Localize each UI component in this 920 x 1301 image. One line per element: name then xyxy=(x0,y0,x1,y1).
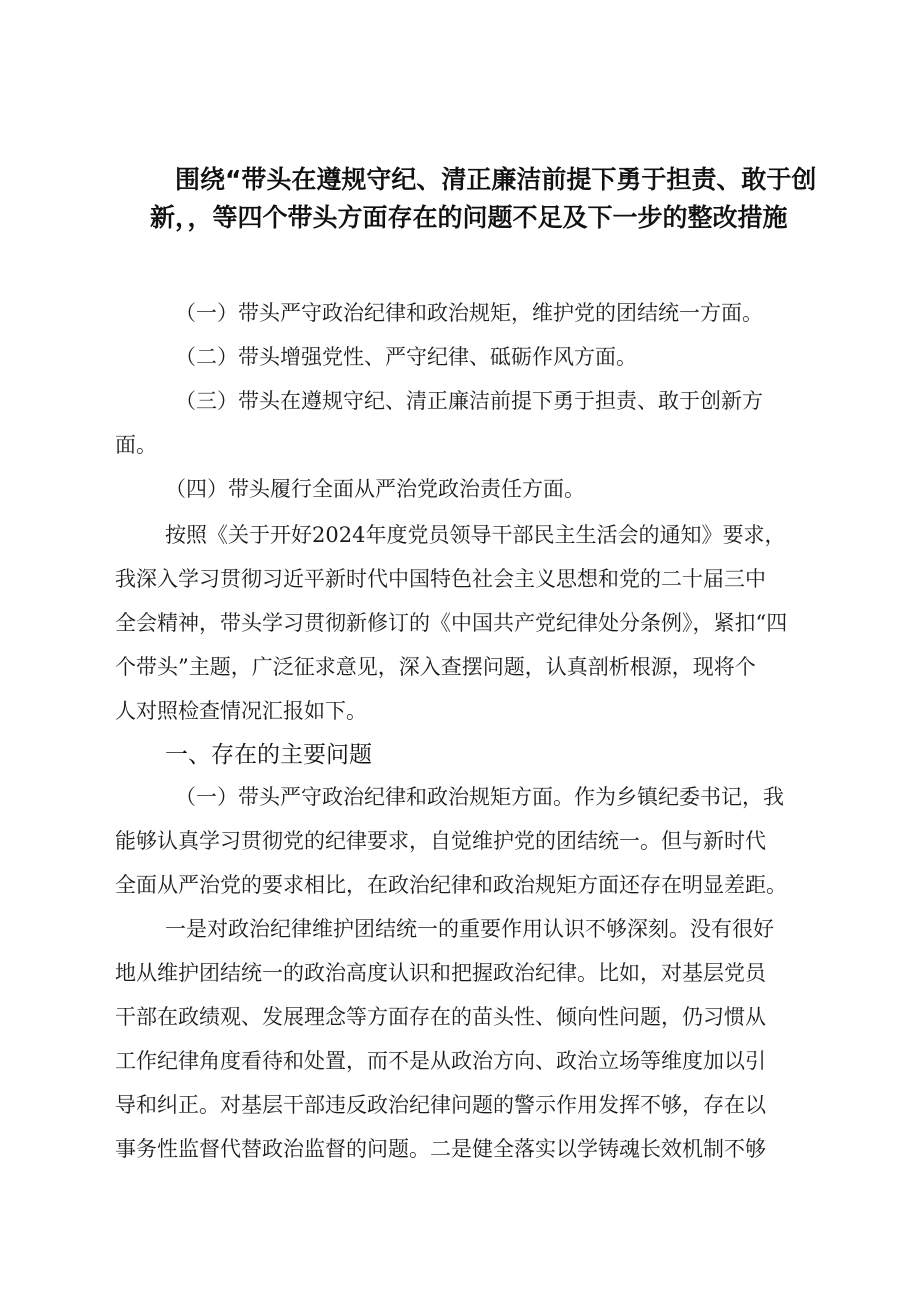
section-para1-line-2: 能够认真学习贯彻党的纪律要求，自觉维护党的团结统一。但与新时代 xyxy=(115,829,766,853)
section-para2-line-4: 工作纪律角度看待和处置，而不是从政治方向、政治立场等维度加以引 xyxy=(115,1049,766,1073)
outline-item-1: （一）带头严守政治纪律和政治规矩，维护党的团结统一方面。 xyxy=(175,301,763,325)
outline-item-4: （四）带头履行全面从严治党政治责任方面。 xyxy=(165,477,585,501)
intro-line-5: 人对照检查情况汇报如下。 xyxy=(115,699,367,723)
section-para2-line-1: 一是对政治纪律维护团结统一的重要作用认识不够深刻。没有很好 xyxy=(165,917,774,941)
section-para2-line-5: 导和纠正。对基层干部违反政治纪律问题的警示作用发挥不够，存在以 xyxy=(115,1093,766,1117)
section-para1-line-3: 全面从严治党的要求相比，在政治纪律和政治规矩方面还存在明显差距。 xyxy=(115,873,787,897)
outline-item-3: （三）带头在遵规守纪、清正廉洁前提下勇于担责、敢于创新方 xyxy=(175,389,763,413)
section-para1-line-1: （一）带头严守政治纪律和政治规矩方面。作为乡镇纪委书记，我 xyxy=(175,785,784,809)
document-title-line-2: 新，，等四个带头方面存在的问题不足及下一步的整改措施 xyxy=(150,203,788,232)
intro-line-3: 全会精神，带头学习贯彻新修订的《中国共产党纪律处分条例》，紧扣“四 xyxy=(115,611,788,635)
document-title-line-1: 围绕“带头在遵规守纪、清正廉洁前提下勇于担责、敢于创 xyxy=(175,165,817,194)
section-heading: 一、存在的主要问题 xyxy=(165,742,372,768)
intro-line-1: 按照《关于开好2024年度党员领导干部民主生活会的通知》要求， xyxy=(165,523,786,547)
section-para2-line-6: 事务性监督代替政治监督的问题。二是健全落实以学铸魂长效机制不够 xyxy=(115,1137,766,1161)
outline-item-3-continued: 面。 xyxy=(115,433,157,457)
intro-line-4: 个带头”主题，广泛征求意见，深入查摆问题，认真剖析根源，现将个 xyxy=(115,655,756,679)
intro-line-2: 我深入学习贯彻习近平新时代中国特色社会主义思想和党的二十届三中 xyxy=(115,567,766,591)
section-para2-line-2: 地从维护团结统一的政治高度认识和把握政治纪律。比如，对基层党员 xyxy=(115,961,766,985)
outline-item-2: （二）带头增强党性、严守纪律、砥砺作风方面。 xyxy=(175,345,637,369)
section-para2-line-3: 干部在政绩观、发展理念等方面存在的苗头性、倾向性问题，仍习惯从 xyxy=(115,1005,766,1029)
